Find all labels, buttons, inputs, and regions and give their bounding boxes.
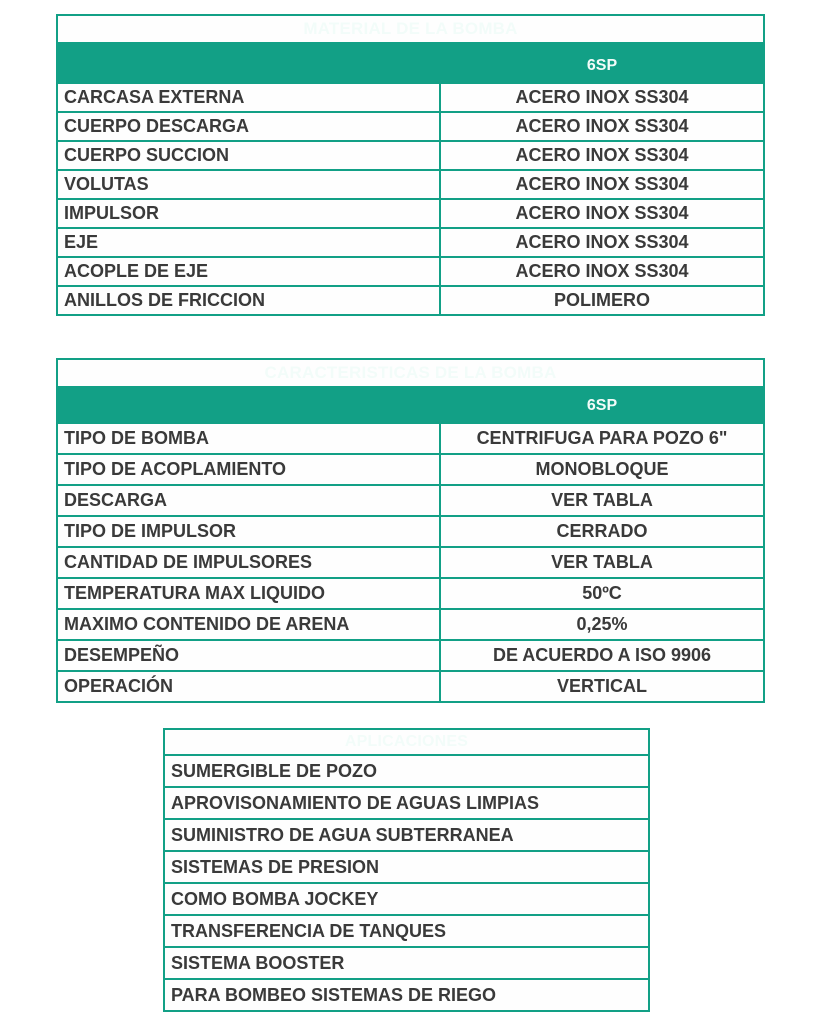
table-row <box>57 199 764 228</box>
row-value: 0,25% <box>440 609 764 640</box>
caracteristicas-title-row <box>57 359 764 387</box>
row-label: MAXIMO CONTENIDO DE ARENA <box>57 609 440 640</box>
list-item <box>164 915 649 947</box>
row-label: DESEMPEÑO <box>57 640 440 671</box>
list-item <box>164 851 649 883</box>
row-value: ACERO INOX SS304 <box>440 199 764 228</box>
table-row <box>57 640 764 671</box>
row-label: ANILLOS DE FRICCION <box>57 286 440 315</box>
material-column-header-empty-cell <box>57 43 440 83</box>
row-label: EJE <box>57 228 440 257</box>
material-title-row <box>57 15 764 43</box>
table-row <box>57 257 764 286</box>
table-row <box>57 671 764 702</box>
application-item: COMO BOMBA JOCKEY <box>164 883 649 915</box>
row-label: CARCASA EXTERNA <box>57 83 440 112</box>
table-row <box>57 286 764 315</box>
aplicaciones-table-title: APLICACIONES <box>164 729 649 755</box>
material-table-title: MATERIAL DE LA BOMBA <box>57 15 764 43</box>
caracteristicas-table-title: CARACTERISTICAS DE LA BOMBA <box>57 359 764 387</box>
row-value: ACERO INOX SS304 <box>440 112 764 141</box>
table-row <box>57 609 764 640</box>
row-value: DE ACUERDO A ISO 9906 <box>440 640 764 671</box>
row-label: TIPO DE ACOPLAMIENTO <box>57 454 440 485</box>
row-value: ACERO INOX SS304 <box>440 257 764 286</box>
application-item: TRANSFERENCIA DE TANQUES <box>164 915 649 947</box>
material-table <box>56 14 765 316</box>
table-row <box>57 83 764 112</box>
list-item <box>164 947 649 979</box>
application-item: PARA BOMBEO SISTEMAS DE RIEGO <box>164 979 649 1011</box>
table-row <box>57 423 764 454</box>
row-value: VER TABLA <box>440 485 764 516</box>
row-label: DESCARGA <box>57 485 440 516</box>
table-row <box>57 141 764 170</box>
caracteristicas-table <box>56 358 765 703</box>
row-value: MONOBLOQUE <box>440 454 764 485</box>
table-row <box>57 516 764 547</box>
row-label: CUERPO DESCARGA <box>57 112 440 141</box>
application-item: SUMINISTRO DE AGUA SUBTERRANEA <box>164 819 649 851</box>
row-label: TIPO DE BOMBA <box>57 423 440 454</box>
application-item: APROVISONAMIENTO DE AGUAS LIMPIAS <box>164 787 649 819</box>
caracteristicas-column-header-row <box>57 387 764 423</box>
table-row <box>57 170 764 199</box>
row-label: IMPULSOR <box>57 199 440 228</box>
aplicaciones-title-row <box>164 729 649 755</box>
material-column-header-row <box>57 43 764 83</box>
application-item: SISTEMA BOOSTER <box>164 947 649 979</box>
row-value: VERTICAL <box>440 671 764 702</box>
list-item <box>164 979 649 1011</box>
table-row <box>57 485 764 516</box>
table-row <box>57 112 764 141</box>
caracteristicas-column-header-empty-cell <box>57 387 440 423</box>
application-item: SUMERGIBLE DE POZO <box>164 755 649 787</box>
row-label: TIPO DE IMPULSOR <box>57 516 440 547</box>
row-label: ACOPLE DE EJE <box>57 257 440 286</box>
row-value: ACERO INOX SS304 <box>440 83 764 112</box>
row-label: TEMPERATURA MAX LIQUIDO <box>57 578 440 609</box>
application-item: SISTEMAS DE PRESION <box>164 851 649 883</box>
table-row <box>57 578 764 609</box>
aplicaciones-table <box>163 728 650 1012</box>
row-value: CERRADO <box>440 516 764 547</box>
row-value: VER TABLA <box>440 547 764 578</box>
caracteristicas-column-header-6sp: 6SP <box>440 387 764 423</box>
row-label: CANTIDAD DE IMPULSORES <box>57 547 440 578</box>
table-row <box>57 454 764 485</box>
row-label: OPERACIÓN <box>57 671 440 702</box>
list-item <box>164 755 649 787</box>
table-row <box>57 228 764 257</box>
row-value: POLIMERO <box>440 286 764 315</box>
row-label: VOLUTAS <box>57 170 440 199</box>
row-value: CENTRIFUGA PARA POZO 6" <box>440 423 764 454</box>
table-row <box>57 547 764 578</box>
row-value: ACERO INOX SS304 <box>440 141 764 170</box>
row-value: ACERO INOX SS304 <box>440 228 764 257</box>
list-item <box>164 883 649 915</box>
row-value: ACERO INOX SS304 <box>440 170 764 199</box>
list-item <box>164 819 649 851</box>
row-label: CUERPO SUCCION <box>57 141 440 170</box>
list-item <box>164 787 649 819</box>
row-value: 50ºC <box>440 578 764 609</box>
material-column-header-6sp: 6SP <box>440 43 764 83</box>
